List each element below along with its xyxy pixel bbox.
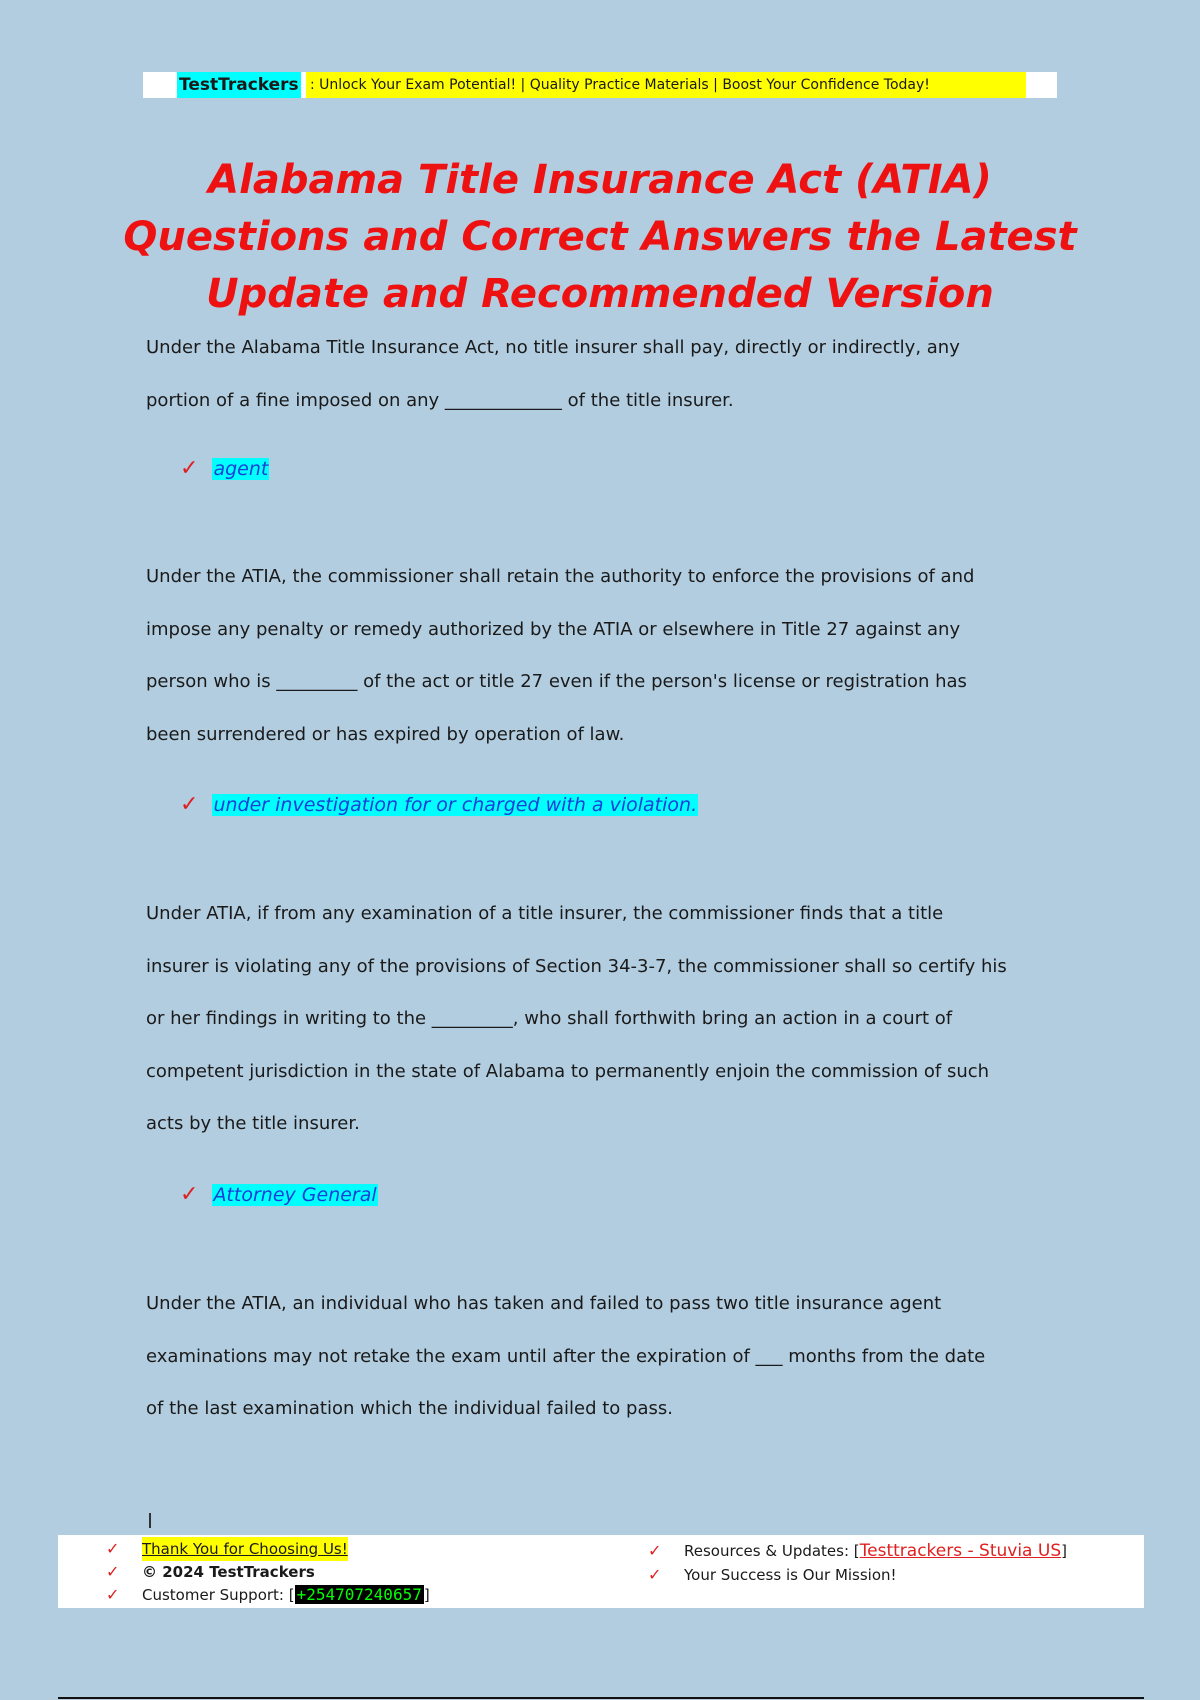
check-icon: ✓ xyxy=(180,792,199,817)
title-line-1: Alabama Title Insurance Act (ATIA) xyxy=(208,157,992,203)
answer-3 xyxy=(180,1178,378,1212)
answer-1 xyxy=(180,452,269,486)
question-block-3 xyxy=(146,888,1066,1151)
answer-text: agent xyxy=(213,458,269,480)
title-line-3: Update and Recommended Version xyxy=(206,271,994,317)
thanks-text: Thank You for Choosing Us! xyxy=(142,1537,348,1561)
header-tagline: : Unlock Your Exam Potential! | Quality Practice Materials | Boost Your Confidence Today! xyxy=(306,72,1026,98)
resources-link[interactable]: Testtrackers - Stuvia US xyxy=(859,1541,1062,1561)
brand-name: TestTrackers xyxy=(177,72,301,98)
bottom-rule xyxy=(58,1697,1144,1699)
question-line: of the last examination which the individual failed to pass. xyxy=(146,1398,673,1419)
support-label: Customer Support: [ xyxy=(142,1586,295,1604)
question-block-4 xyxy=(146,1278,1066,1436)
check-icon: ✓ xyxy=(648,1541,662,1560)
question-line: Under ATIA, if from any examination of a title insurer, the commissioner finds that a title xyxy=(146,903,944,924)
question-line: impose any penalty or remedy authorized by the ATIA or elsewhere in Title 27 against any xyxy=(146,618,961,640)
mission-text: Your Success is Our Mission! xyxy=(684,1566,897,1584)
text-cursor xyxy=(149,1513,151,1528)
question-line: been surrendered or has expired by operation of law. xyxy=(146,723,625,745)
question-line: competent jurisdiction in the state of Alabama to permanently enjoin the commission of such xyxy=(146,1060,990,1082)
question-block-1 xyxy=(146,322,1066,427)
question-line: Under the Alabama Title Insurance Act, no title insurer shall pay, directly or indirectly, any xyxy=(146,337,960,358)
question-line: Under the ATIA, an individual who has taken and failed to pass two title insurance agent xyxy=(146,1293,942,1314)
question-line: insurer is violating any of the provisions of Section 34-3-7, the commissioner shall so certify his xyxy=(146,955,1007,977)
copyright-text: © 2024 TestTrackers xyxy=(142,1563,315,1581)
check-icon: ✓ xyxy=(106,1539,120,1558)
document-title xyxy=(100,152,1100,323)
answer-2 xyxy=(180,788,698,822)
check-icon: ✓ xyxy=(180,1182,199,1207)
footer xyxy=(58,1535,1144,1608)
question-line: acts by the title insurer. xyxy=(146,1113,360,1134)
question-line: portion of a fine imposed on any _____________ of the title insurer. xyxy=(146,389,734,411)
answer-text: under investigation for or charged with a violation. xyxy=(213,794,698,816)
check-icon: ✓ xyxy=(106,1562,120,1581)
question-line: Under the ATIA, the commissioner shall retain the authority to enforce the provisions of and xyxy=(146,566,975,587)
question-block-2 xyxy=(146,551,1066,761)
question-line: person who is _________ of the act or title 27 even if the person's license or registration has xyxy=(146,671,967,692)
check-icon: ✓ xyxy=(106,1585,120,1604)
resources-line xyxy=(684,1539,1067,1563)
support-phone[interactable]: +254707240657 xyxy=(296,1585,422,1604)
answer-text: Attorney General xyxy=(213,1184,377,1206)
support-close: ] xyxy=(423,1586,430,1604)
check-icon: ✓ xyxy=(648,1565,662,1584)
question-line: examinations may not retake the exam until after the expiration of ___ months from the date xyxy=(146,1345,986,1367)
support-line xyxy=(142,1583,430,1607)
title-line-2: Questions and Correct Answers the Latest xyxy=(123,214,1077,260)
resources-label: Resources & Updates: [ xyxy=(684,1542,860,1560)
check-icon: ✓ xyxy=(180,456,199,481)
question-line: or her findings in writing to the _________, who shall forthwith bring an action in a court of xyxy=(146,1008,953,1029)
resources-close: ] xyxy=(1061,1542,1067,1560)
header-banner xyxy=(143,72,1057,98)
